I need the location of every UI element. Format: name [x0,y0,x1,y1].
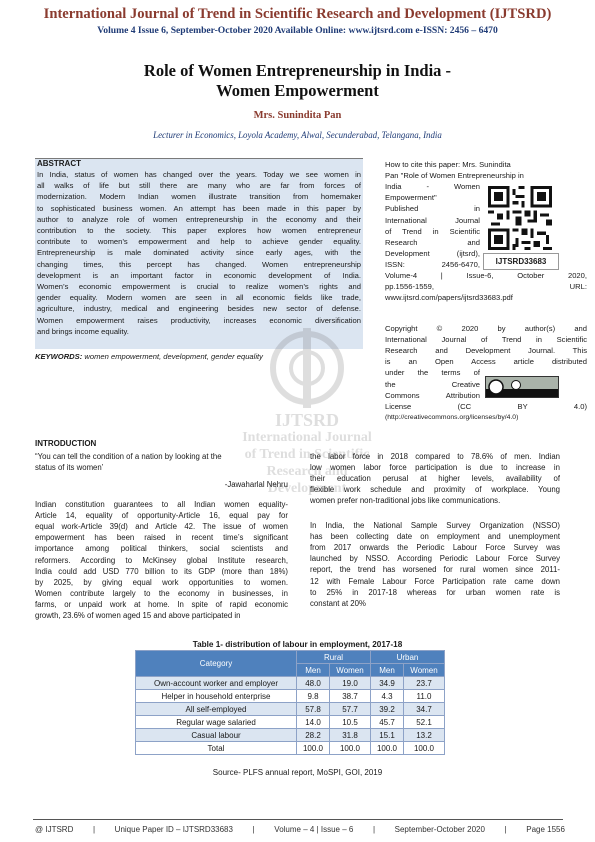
table-title: Table 1- distribution of labour in employment, 2017-18 [192,640,403,649]
table-cell: 34.7 [404,703,445,716]
cite-line: Development (ijtsrd), [385,248,480,258]
abstract-line: contribution to the society. This paper explores how women entrepreneur [37,226,361,235]
table-cell: 13.2 [404,729,445,742]
table-cell: 52.1 [404,716,445,729]
intro-right-line: the labor force in 2018 compared to 78.6% of men. Indian [310,452,560,461]
footer-period: September-October 2020 [394,825,485,834]
footer-volume: Volume – 4 | Issue – 6 [274,825,354,834]
intro-right-line: has been collecting date on employment and unemployment [310,532,560,542]
table-header-rural-women: Women [330,664,371,677]
abstract-line: author to analyze role of women entrepreneurship in the economy and their [37,214,361,224]
cite-line: Research and [385,237,480,247]
watermark-text: Research and [266,464,348,479]
author-name: Mrs. Sunindita Pan [253,110,342,121]
table-cell: 31.8 [330,729,371,742]
intro-right-line: women prefer non-traditional jobs like communications. [310,496,501,506]
table-cell: 9.8 [297,690,330,703]
intro-right-line: report, the trend has worsened for rural women since 2011- [310,565,560,575]
abstract-line: changing times, this percept has changed. Women entrepreneurship [37,259,361,269]
cite-line: ISSN: 2456-6470, [385,259,480,269]
abstract-heading: ABSTRACT [37,159,81,168]
paper-title [0,61,595,101]
abstract-line: all walks of life but still there are many who are far from forces of [37,181,361,191]
table-row [136,690,445,703]
table-row [136,742,445,755]
abstract-line: Women’s economic empowerment is crucial to realize women’s rights and [37,282,361,291]
cite-line: Published in [385,204,480,214]
keywords-text: women empowerment, development, gender equality [84,352,263,361]
table-cell: 38.7 [330,690,371,703]
table-cell: 45.7 [371,716,404,729]
table-row-category: All self-employed [136,703,297,716]
footer-page-number: Page 1556 [526,825,565,834]
table-cell: 19.0 [330,677,371,690]
intro-right-line: to 25% in 2017-18 whereas for urban women rate is [310,587,560,597]
table-row [136,729,445,742]
intro-quote-attribution: -Jawaharlal Nehru [224,480,288,489]
table-cell: 28.2 [297,729,330,742]
intro-left-line: by 2025, by giving equal work opportunities to women. [35,577,288,587]
table-cell: 34.9 [371,677,404,690]
intro-right-line: their education perusal at higher levels, availability of [310,474,560,484]
table-cell: 4.3 [371,690,404,703]
intro-right-line: 12 with Female Labour Force Participation rate came down [310,576,560,586]
table-cell: 15.1 [371,729,404,742]
intro-left-line: equal work-Article 39(d) and Article 42. The issue of women [35,522,288,532]
footer-separator: | [252,825,255,834]
intro-right-line: flexible work schedule and proximity of workplace. Young [310,485,560,495]
intro-left-line: Women contribute largely to the economy in businesses, in [35,588,288,598]
table-source: Source- PLFS annual report, MoSPI, GOI, 2019 [212,768,383,777]
table-row-category: Helper in household enterprise [136,690,297,703]
footer-separator: | [504,825,507,834]
table-cell: 57.7 [330,703,371,716]
intro-left-line: importance among political thinkers, social scientists and [35,544,288,554]
copyright-line: the Creative [385,379,480,389]
intro-left-line: Indian constitution guarantees to all Indian women equality- [35,500,288,509]
copyright-line[interactable]: (http://creativecommons.org/licenses/by/4.0) [385,413,519,421]
intro-quote-line: “You can tell the condition of a nation by looking at the [35,452,222,461]
table-header-urban-men: Men [371,664,404,677]
intro-right-line: low women labor force participation is due to increase in [310,463,560,473]
intro-left-line: growth, 23.6% of women aged 15 and above participated in [35,611,241,620]
table-row-category: Casual labour [136,729,297,742]
table-row [136,677,445,690]
watermark-text: IJTSRD [274,410,340,430]
copyright-line: Research and Development Journal. This [385,346,587,356]
cc-by-license-icon [485,376,559,398]
cite-line[interactable]: www.ijtsrd.com/papers/ijtsrd33683.pdf [385,293,513,303]
table-row-category: Total [136,742,297,755]
abstract-line: development is an important factor in economic development of India. [37,270,361,280]
copyright-line: License (CC BY 4.0) [385,401,587,411]
table-cell: 39.2 [371,703,404,716]
qr-code-icon [488,186,552,250]
watermark-text: of Trend in Scientific [244,447,370,462]
paper-id-badge: IJTSRD33683 [483,253,559,270]
labour-table [135,650,445,755]
abstract-line: Entrepreneurship is male dominated activity since early ages, with the [37,248,361,258]
table-header-rural-men: Men [297,664,330,677]
intro-right-line: constant at 20% [310,598,366,608]
intro-left-line: India could add USD 770 billion to its GDP (more than 18%) [35,566,288,576]
table-row [136,703,445,716]
abstract-line: and brings income equality. [37,326,129,336]
table-cell: 10.5 [330,716,371,729]
table-cell: 100.0 [297,742,330,755]
cite-line: How to cite this paper: Mrs. Sunindita [385,160,511,169]
footer-paper-id: Unique Paper ID – IJTSRD33683 [114,825,233,834]
abstract-line: agriculture, industry, medical and engineering besides new sector of defense. [37,304,361,314]
introduction-heading: INTRODUCTION [35,439,97,448]
copyright-line: International Journal of Trend in Scientific [385,335,587,345]
intro-right-line: launched by NSSO. According Periodic Labour Force Survey [310,554,560,564]
cite-line: India - Women [385,182,480,192]
table-cell: 100.0 [404,742,445,755]
abstract-line: to sophisticated business women. An attempt has been made in this paper by [37,203,361,213]
paper-title-line-1: Role of Women Entrepreneurship in India - [143,61,452,80]
table-cell: 14.0 [297,716,330,729]
table-row-category: Own-account worker and employer [136,677,297,690]
intro-left-line: Article 14, equality of opportunity-Article 16, equal pay for [35,511,288,521]
author-affiliation: Lecturer in Economics, Loyola Academy, Alwal, Secunderabad, Telangana, India [153,130,442,140]
copyright-line: is an Open Access article distributed [385,357,587,367]
table-header-urban: Urban [371,651,445,664]
copyright-line: under the terms of [385,368,480,378]
intro-quote-line: status of its women’ [35,463,104,472]
page-footer [35,825,565,834]
table-cell: 57.8 [297,703,330,716]
cite-line: pp.1556-1559, URL: [385,282,587,292]
table-cell: 48.0 [297,677,330,690]
intro-left-line: reformers. According to McKinsey global Institute research, [35,555,288,565]
cite-line: of Trend in Scientific [385,226,480,236]
abstract-line: In India, status of women has changed over the years. Today we see women in [37,170,361,179]
table-cell: 100.0 [371,742,404,755]
journal-subtitle: Volume 4 Issue 6, September-October 2020 Available Online: www.ijtsrd.com e-ISSN: 2456 – 6470 [97,25,498,36]
copyright-line: Commons Attribution [385,390,480,400]
footer-publisher: @ IJTSRD [35,825,74,834]
watermark-text: International Journal [242,430,372,445]
abstract-line: contribute to women’s empowerment and help to achieve gender equality. [37,237,361,247]
footer-separator: | [372,825,376,834]
footer-divider [33,819,563,820]
intro-right-line: from 2017 onwards the Periodic Labour Force Survey was [310,543,560,553]
cite-line: Volume-4 | Issue-6, October 2020, [385,271,587,280]
keywords-label: KEYWORDS: [35,352,83,361]
intro-left-line: empowerment has been raised in recent time’s significant [35,533,288,543]
intro-right-line: In India, the National Sample Survey Organization (NSSO) [310,521,560,530]
table-header-rural: Rural [297,651,371,664]
watermark-text: Development [267,481,347,496]
cite-line: International Journal [385,215,480,225]
intro-left-line: farms, or unpaid work at home. In spite of rapid economic [35,599,288,609]
abstract-line: Women empowerment raises productivity, increases economic diversification [37,315,361,325]
footer-separator: | [92,825,96,834]
table-cell: 11.0 [404,690,445,703]
table-header-urban-women: Women [404,664,445,677]
table-row-category: Regular wage salaried [136,716,297,729]
table-row [136,716,445,729]
table-cell: 23.7 [404,677,445,690]
table-header-category: Category [136,651,297,677]
journal-title: International Journal of Trend in Scientific Research and Development (IJTSRD) [43,6,552,22]
copyright-line: Copyright © 2020 by author(s) and [385,324,587,333]
cite-line: Pan "Role of Women Entrepreneurship in [385,171,524,181]
abstract-line: gender equality. Modern women are seen in all economic fields like trade, [37,293,361,303]
cite-line: Empowerment" [385,193,437,203]
table-cell: 100.0 [330,742,371,755]
paper-title-line-2: Women Empowerment [216,81,379,100]
abstract-line: modernization. Modern Indian women illustrate transition from homemaker [37,192,361,202]
